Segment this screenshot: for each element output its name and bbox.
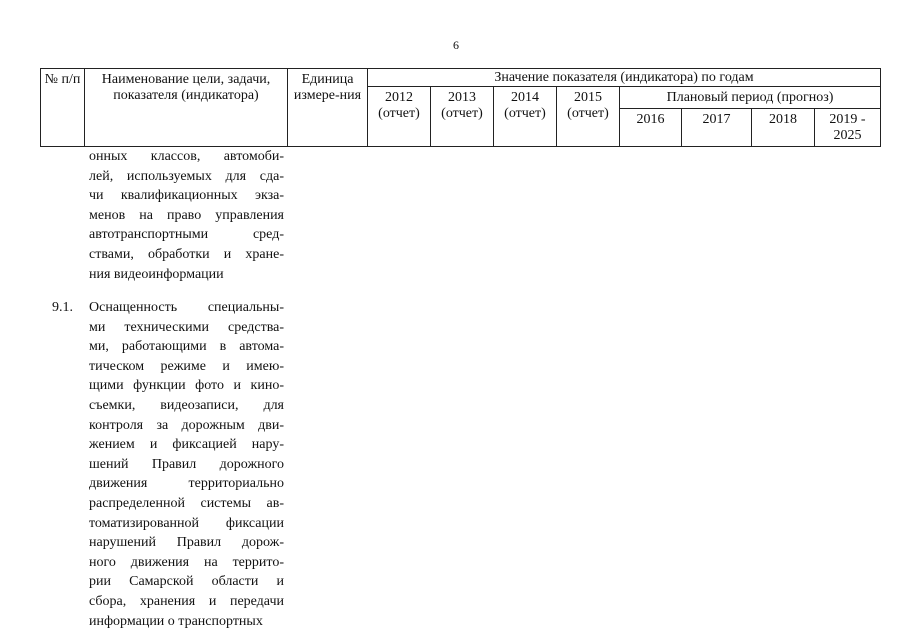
header-year-2017: 2017 — [681, 108, 752, 147]
text-line: нарушений Правил дорож- — [89, 535, 284, 551]
header-name: Наименование цели, задачи, показателя (индикатора) — [84, 68, 288, 147]
text-line: рии Самарской области и — [89, 574, 284, 590]
text-line: онных классов, автомоби- — [89, 149, 284, 164]
page-number: 6 — [453, 38, 459, 52]
text-line: томатизированной фиксации — [89, 515, 284, 531]
text-line: автотранспортными сред- — [89, 227, 284, 243]
text-line: ного движения на террито- — [89, 554, 284, 570]
header-number: № п/п — [40, 68, 85, 147]
text-line: жением и фиксацией нару- — [89, 437, 284, 453]
text-line: чи квалификационных экза- — [89, 188, 284, 204]
text-line: ми техническими средства- — [89, 319, 284, 335]
text-line: ми, работающими в автома- — [89, 339, 284, 355]
header-unit: Единица измере-ния — [287, 68, 368, 147]
text-line: щими функции фото и кино- — [89, 378, 284, 394]
text-line: менов на право управления — [89, 207, 284, 223]
item-number: 9.1. — [52, 300, 73, 315]
text-line: ствами, обработки и хране- — [89, 246, 284, 262]
table-header — [0, 0, 905, 160]
header-year-2019-2025: 2019 - 2025 — [814, 108, 881, 147]
text-line: шений Правил дорожного — [89, 456, 284, 472]
header-year-2013: 2013 (отчет) — [430, 86, 494, 147]
text-line: движения территориально — [89, 476, 284, 492]
text-line: Оснащенность специальны- — [89, 300, 284, 315]
header-year-2018: 2018 — [751, 108, 815, 147]
header-year-2014: 2014 (отчет) — [493, 86, 557, 147]
text-line: лей, используемых для сда- — [89, 168, 284, 184]
continuation-text — [89, 147, 284, 284]
text-line: ния видеоинформации — [89, 266, 224, 282]
header-year-2015: 2015 (отчет) — [556, 86, 620, 147]
text-line: съемки, видеозаписи, для — [89, 397, 284, 413]
text-line: распределенной системы ав- — [89, 495, 284, 511]
header-values-group: Значение показателя (индикатора) по годам — [367, 68, 881, 87]
text-line: информации о транспортных — [89, 613, 263, 629]
text-line: контроля за дорожным дви- — [89, 417, 284, 433]
item-description — [89, 298, 284, 631]
text-line: тическом режиме и имею- — [89, 358, 284, 374]
header-year-2012: 2012 (отчет) — [367, 86, 431, 147]
header-year-2016: 2016 — [619, 108, 682, 147]
header-plan-period: Плановый период (прогноз) — [619, 86, 881, 109]
text-line: сбора, хранения и передачи — [89, 593, 284, 609]
